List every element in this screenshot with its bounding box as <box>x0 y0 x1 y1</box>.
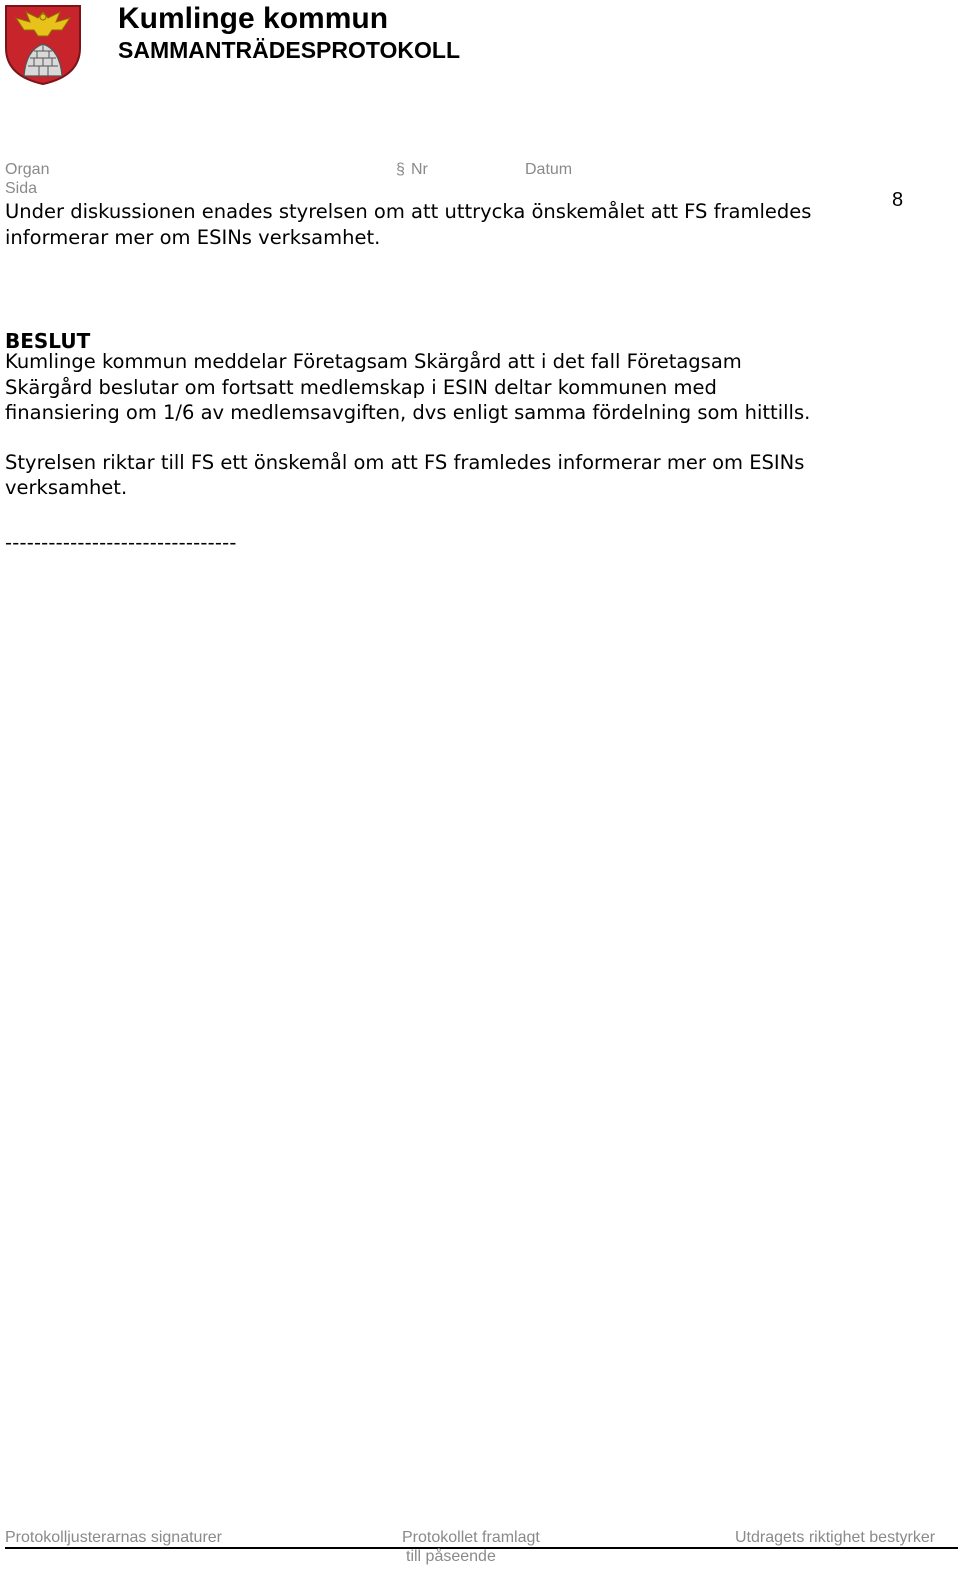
municipality-title: Kumlinge kommun <box>118 2 389 35</box>
intro-line-2: informerar mer om ESINs verksamhet. <box>5 226 381 249</box>
intro-line-1: Under diskussionen enades styrelsen om att uttrycka önskemålet att FS framledes <box>5 200 812 223</box>
signatures-label: Protokolljusterarnas signaturer <box>5 1529 222 1546</box>
sida-label: Sida <box>5 180 38 197</box>
beslut-heading: BESLUT <box>5 329 91 353</box>
nr-label: Nr <box>411 161 428 178</box>
paseende-label: till påseende <box>406 1548 496 1565</box>
beslut-line-3: finansiering om 1/6 av medlemsavgiften, dvs enligt samma fördelning som hittills. <box>5 401 811 424</box>
page-number: 8 <box>892 189 904 211</box>
styrelsen-line-1: Styrelsen riktar till FS ett önskemål om att FS framledes informerar mer om ESINs <box>5 451 805 474</box>
document-type-title: SAMMANTRÄDESPROTOKOLL <box>118 37 461 63</box>
coat-of-arms-icon <box>4 4 82 86</box>
datum-label: Datum <box>525 161 573 178</box>
separator-dashes: -------------------------------- <box>5 531 237 554</box>
bestyrker-label: Utdragets riktighet bestyrker <box>735 1529 936 1546</box>
beslut-line-1: Kumlinge kommun meddelar Företagsam Skärgård att i det fall Företagsam <box>5 350 742 373</box>
framlagt-label: Protokollet framlagt <box>402 1529 540 1546</box>
beslut-line-2: Skärgård beslutar om fortsatt medlemskap i ESIN deltar kommunen med <box>5 376 717 399</box>
organ-label: Organ <box>5 161 50 178</box>
styrelsen-line-2: verksamhet. <box>5 476 128 499</box>
section-symbol: § <box>396 161 405 178</box>
